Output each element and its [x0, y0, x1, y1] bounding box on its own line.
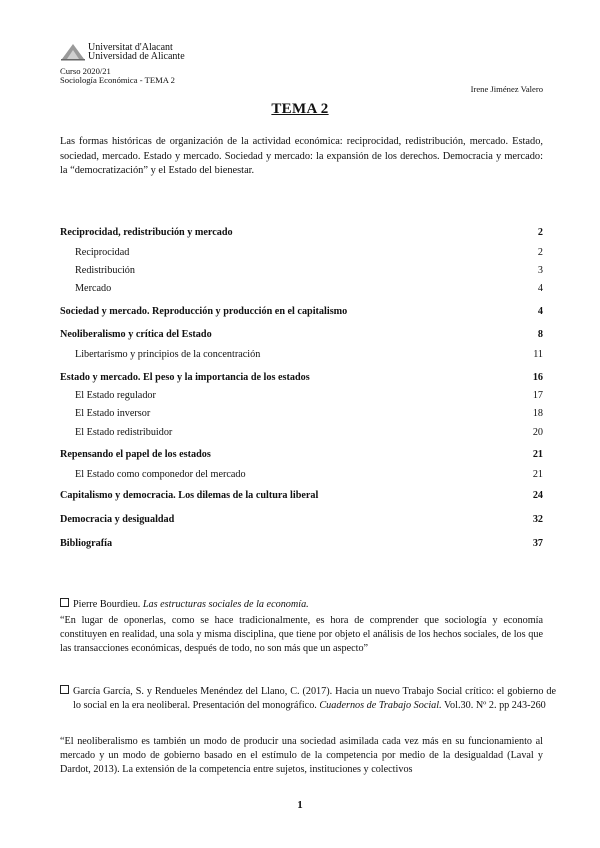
course-label: Curso 2020/21 [60, 66, 111, 76]
university-logo [60, 41, 200, 63]
university-logo-icon [60, 41, 86, 61]
checkbox-bullet-icon [60, 598, 69, 607]
reference-bourdieu [60, 598, 543, 612]
subject-label: Sociología Económica - TEMA 2 [60, 75, 175, 85]
ref1-author: Pierre Bourdieu. [73, 599, 143, 610]
ref2-journal: Cuadernos de Trabajo Social. [319, 700, 442, 711]
reference-garcia [60, 685, 556, 713]
university-name-es: Universidad de Alicante [88, 51, 185, 62]
quote-garcia: “El neoliberalismo es también un modo de producir una sociedad asimilada cada vez más en su funcionamiento al mercado y un modo de gobierno basado en el estímulo de la competencia por medio de la desigualdad (Laval y Dardot, 2013). La extensión de la competencia entre sujetos, instituciones y colectivos [60, 736, 543, 775]
checkbox-bullet-icon [60, 685, 69, 694]
author-label: Irene Jiménez Valero [470, 84, 543, 94]
quote-bourdieu: “En lugar de oponerlas, como se hace tradicionalmente, es hora de comprender que sociología y economía constituyen en realidad, una sola y misma disciplina, que tiene por objeto el análisis de los hechos sociales, de los que las transacciones económicas, después de todo, no son más que un aspecto” [60, 615, 543, 654]
ref2-text: García García, S. y Rendueles Menéndez del Llano, C. (2017). Hacia un nuevo Trabajo Social crítico: el gobierno de lo social en la era neoliberal. Presentación del monográfico. [73, 686, 556, 711]
intro-paragraph: Las formas históricas de organización de la actividad económica: reciprocidad, redistribución, mercado. Estado, sociedad, mercado. Estado y mercado. Sociedad y mercado: la expansión de los derechos. Democracia y mercado: la “democratización” y el Estado del bienestar. [60, 136, 543, 176]
ref2-tail: Vol.30. Nº 2. pp 243-260 [441, 700, 546, 711]
page-title: TEMA 2 [271, 101, 329, 117]
page-number: 1 [297, 799, 303, 811]
ref1-title: Las estructuras sociales de la economía. [142, 599, 309, 610]
university-name-ca: Universitat d'Alacant [88, 42, 173, 53]
